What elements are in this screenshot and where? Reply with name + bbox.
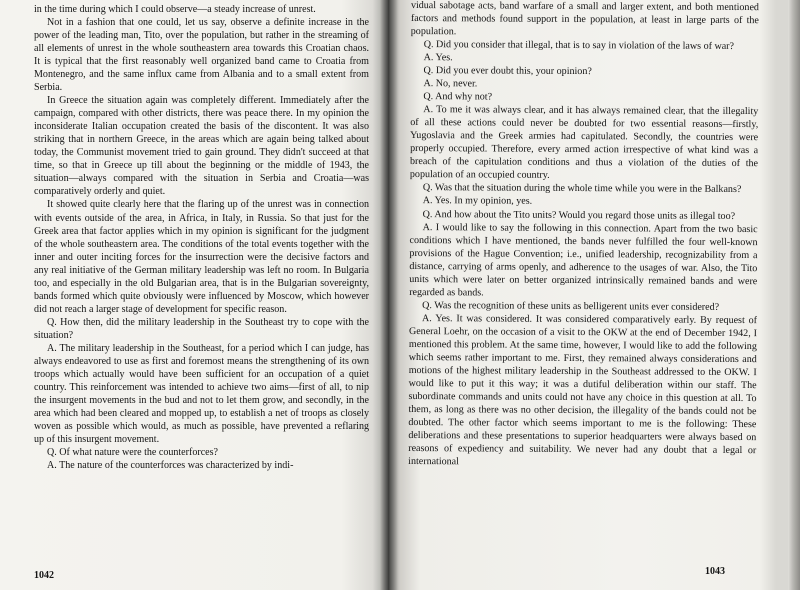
paragraph: Q. And why not? (423, 91, 493, 103)
paragraph: A. Yes. It was considered. It was considered comparatively early. By request of General Loehr, on the occasion of a visit to the OKW at the end of December 1942, I mentioned this problem. At the same time, however, I would like to add the following which seems rather important to me. First, they remained always considerations and motions of the highest military leadership in the Southeast addressed to the OKW. I would like to put it this way; it was a dutiful deliberation within our staff. The subordinate commands and units could not have any choice in this question at all. To them, as long as there was no other decision, the illegality of the bands could not be doubted. The other factor which seems important to me is the following: These deliberations and these presentations to superior headquarters were always based on reasons of expediency and suitability. We never had any doubt that a legal or international (408, 312, 758, 468)
paragraph: A. The nature of the counterforces was characterized by indi- (47, 460, 294, 472)
paragraph: vidual sabotage acts, band warfare of a small and larger extent, and both mentioned factors and methods found support in the population, at least in large parts of the population. (410, 0, 759, 38)
paragraph: Q. And how about the Tito units? Would you regard those units as illegal too? (422, 208, 736, 222)
paragraph: Q. Was that the situation during the whole time while you were in the Balkans? (422, 182, 742, 196)
paragraph: Q. Of what nature were the counterforces? (47, 447, 218, 459)
paragraph: A. I would like to say the following in this connection. Apart from the two basic conditions which I have mentioned, the bands never fulfilled the four well-known provisions of the Hague Convention; i.e., unified leadership, recognizability from a distance, carrying of arms openly, and adherence to the usages of war. Also, the Tito units which were later on better organized intrinsically remained bands and were regarded as bands. (409, 221, 758, 299)
paragraph: A. To me it was always clear, and it has always remained clear, that the illegality of all these actions could never be doubted for two essential reasons—firstly, Yugoslavia and the Greek armies had capitulated. Secondly, the countries were properly occupied. Therefore, every armed action irrespective of what kind was a breach of the capitulation conditions and thus a violation of the duties of the population of an occupied country. (409, 104, 759, 182)
paragraph: A. No, never. (423, 78, 478, 90)
right-page-text (408, 0, 759, 470)
paragraph: A. Yes. In my opinion, yes. (422, 195, 533, 208)
paragraph: Q. Did you consider that illegal, that is to say in violation of the laws of war? (423, 39, 735, 53)
right-page (388, 0, 788, 590)
left-page-number: 1042 (34, 570, 54, 581)
left-page-text (34, 3, 369, 472)
paragraph: A. Yes. (423, 52, 453, 64)
paragraph: Q. How then, did the military leadership in the Southeast try to cope with the situation? (34, 316, 369, 341)
paragraph: In Greece the situation again was completely different. Immediately after the campaign, compared with other districts, there was peace there. In my opinion the inconsiderate Italian occupation created the basis of the discontent. It was also striking that in northern Greece, in the areas which are again being talked about today, the Communist movement tried to gain ground. They didn't succeed at that time, so that in Greece up till about the beginning or the middle of 1943, the situation—always compared with the situation in Serbia and Croatia—was comparatively orderly and quiet. (34, 95, 369, 198)
paragraph: in the time during which I could observe—a steady increase of unrest. (34, 4, 316, 15)
paragraph: Not in a fashion that one could, let us say, observe a definite increase in the power of the leading man, Tito, over the population, but rather in the streaming of all elements of unrest in the whole southeastern area towards this Croatian chaos. It is typical that the first reasonably well organized band came to Croatia from Montenegro, and the same influx came from Albania and to a small extent from Serbia. (34, 17, 369, 94)
left-page (0, 0, 388, 590)
paragraph: It showed quite clearly here that the flaring up of the unrest was in connection with events outside of the area, in Africa, in Italy, in Russia. So that just for the Greek area that factor applies which in my opinion is significant for the judgment of the whole southeastern area. The conditions of the total events together with the inner and outer inciting forces for the insurrection were the decisive factors and any real initiative of the German military leadership was left no room. In Bulgaria too, and especially in the old Bulgarian area, that is in the Bulgarian sovereignty, bands formed which quite obviously were influenced by Moscow, which however did not reach a larger stage of development for specific reason. (34, 199, 369, 315)
paragraph: Q. Was the recognition of these units as belligerent units ever considered? (422, 299, 720, 313)
paragraph: A. The military leadership in the Southeast, for a period which I can judge, has always endeavored to use as first and foremost means the strengthening of its own troops which actually would have been sufficient for an occupation of a quiet country. This reinforcement was intended to achieve two aims—first of all, to nip the insurgent movements in the bud and not to let them grow, and secondly, in the area which had been cleared and mopped up, to establish a net of troops as closely woven as possible which would, as much as possible, have prevented a reflaring up of this insurgent movement. (34, 342, 369, 446)
right-page-number: 1043 (705, 566, 725, 577)
page-edge (788, 0, 800, 590)
book-gutter-shadow (380, 0, 398, 590)
paragraph: Q. Did you ever doubt this, your opinion? (423, 65, 592, 78)
